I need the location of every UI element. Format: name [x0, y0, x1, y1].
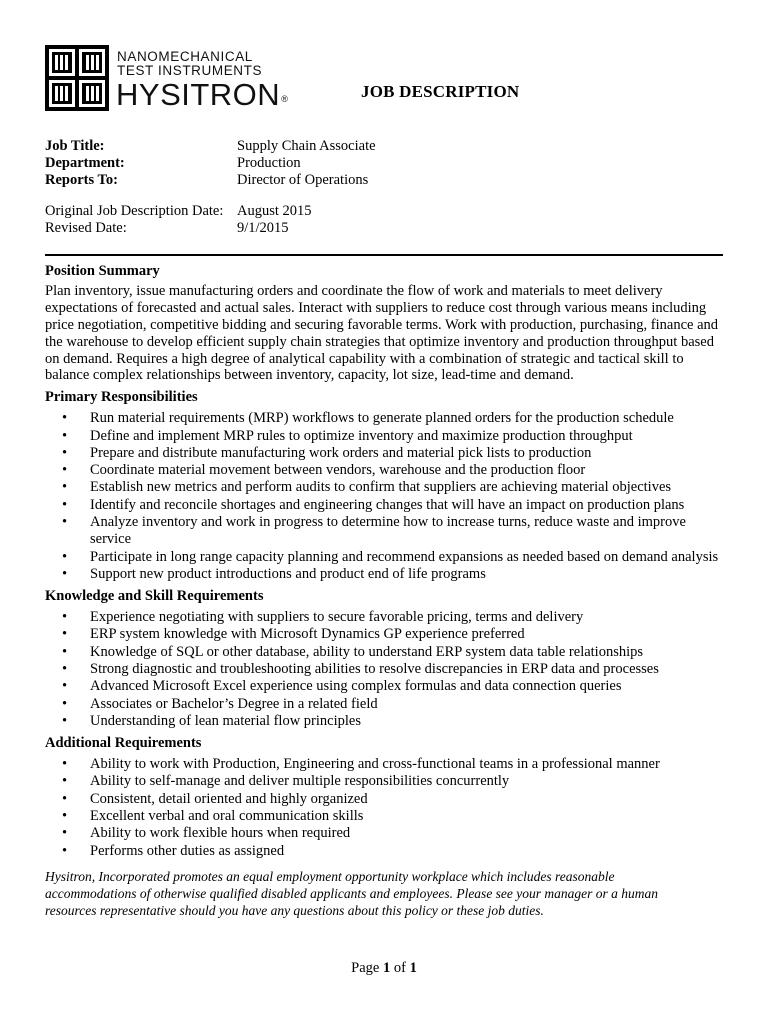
list-item: • Identify and reconcile shortages and engineering changes that will have an impact on production plans: [45, 497, 727, 514]
knowledge-list: [45, 609, 727, 730]
department-row: [45, 155, 376, 172]
original-date-row: [45, 203, 312, 220]
department-label: Department:: [45, 155, 125, 171]
position-summary-text: Plan inventory, issue manufacturing orders and coordinate the flow of work and materials to meet delivery expectations of forecasted and actual sales. Interact with suppliers to reduce cost through various means including price negotiation, competitive bidding and securing favorable terms. Work with production, purchasing, finance and the warehouse to develop efficient supply chain strategies that optimize inventory and production throughput based on demand. Requires a high degree of analytical capability with a combination of strategic and tactical skill to balance complex relationships between inventory, capacity, lot size, lead-time and demand.: [45, 282, 719, 384]
list-item: • Prepare and distribute manufacturing work orders and material pick lists to production: [45, 445, 727, 462]
dates-meta: [45, 203, 312, 237]
list-item: • Ability to self-manage and deliver multiple responsibilities concurrently: [45, 773, 727, 790]
list-item: • Analyze inventory and work in progress to determine how to increase turns, reduce waste and improve service: [45, 514, 727, 549]
reports-to-label: Reports To:: [45, 172, 118, 188]
list-item: • Participate in long range capacity planning and recommend expansions as needed based on demand analysis: [45, 549, 727, 566]
list-item: • Strong diagnostic and troubleshooting abilities to resolve discrepancies in ERP data and processes: [45, 661, 727, 678]
additional-list: [45, 756, 727, 860]
hysitron-logo-mark-icon: [45, 45, 109, 111]
list-item: • Define and implement MRP rules to optimize inventory and maximize production throughput: [45, 428, 727, 445]
list-item: • Run material requirements (MRP) workflows to generate planned orders for the production schedule: [45, 410, 727, 427]
document-body: [45, 263, 727, 932]
position-summary-heading: Position Summary: [45, 263, 160, 279]
list-item: • Support new product introductions and product end of life programs: [45, 566, 727, 583]
section-divider: [45, 254, 723, 256]
revised-date-value: 9/1/2015: [237, 220, 289, 236]
eeo-statement: Hysitron, Incorporated promotes an equal employment opportunity workplace which includes reasonable accommodations of otherwise qualified disabled applicants and employees. Please see your manager or a human resources representative should you have any questions about this policy or these job duties.: [45, 868, 659, 918]
job-title-value: Supply Chain Associate: [237, 138, 376, 154]
document-title: JOB DESCRIPTION: [361, 82, 520, 101]
original-date-value: August 2015: [237, 203, 312, 219]
list-item: • Advanced Microsoft Excel experience using complex formulas and data connection queries: [45, 678, 727, 695]
logo-tagline-1: NANOMECHANICAL: [117, 49, 253, 64]
list-item: • Consistent, detail oriented and highly organized: [45, 791, 727, 808]
list-item: • Establish new metrics and perform audits to confirm that suppliers are achieving material objectives: [45, 479, 727, 496]
registered-mark: ®: [281, 94, 289, 104]
original-date-label: Original Job Description Date:: [45, 203, 224, 219]
reports-to-row: [45, 172, 376, 189]
of-word: of: [393, 960, 406, 976]
page-word: Page: [351, 960, 380, 976]
page-footer: [0, 960, 768, 977]
logo-tagline-2: TEST INSTRUMENTS: [117, 63, 263, 78]
list-item: • Understanding of lean material flow principles: [45, 713, 727, 730]
revised-date-row: [45, 220, 312, 237]
list-item: • Excellent verbal and oral communication skills: [45, 808, 727, 825]
list-item: • Knowledge of SQL or other database, ability to understand ERP system data table relationships: [45, 644, 727, 661]
list-item: • Performs other duties as assigned: [45, 843, 727, 860]
job-title-label: Job Title:: [45, 138, 105, 154]
additional-heading: Additional Requirements: [45, 735, 202, 752]
department-value: Production: [237, 155, 301, 171]
list-item: • ERP system knowledge with Microsoft Dynamics GP experience preferred: [45, 626, 727, 643]
list-item: • Associates or Bachelor’s Degree in a related field: [45, 696, 727, 713]
knowledge-heading: Knowledge and Skill Requirements: [45, 588, 264, 605]
list-item: • Coordinate material movement between vendors, warehouse and the production floor: [45, 462, 727, 479]
page-number: 1: [382, 960, 391, 976]
responsibilities-heading: Primary Responsibilities: [45, 389, 198, 406]
reports-to-value: Director of Operations: [237, 172, 369, 188]
page-total: 1: [409, 960, 417, 976]
list-item: • Ability to work with Production, Engineering and cross-functional teams in a professional manner: [45, 756, 727, 773]
list-item: • Experience negotiating with suppliers to secure favorable pricing, terms and delivery: [45, 609, 727, 626]
job-meta: [45, 138, 376, 189]
company-logo: [45, 45, 295, 113]
revised-date-label: Revised Date:: [45, 220, 127, 236]
logo-name-text: HYSITRON: [116, 77, 281, 112]
list-item: • Ability to work flexible hours when required: [45, 825, 727, 842]
job-title-row: [45, 138, 376, 155]
responsibilities-list: [45, 410, 727, 583]
logo-wordmark: [116, 79, 288, 111]
